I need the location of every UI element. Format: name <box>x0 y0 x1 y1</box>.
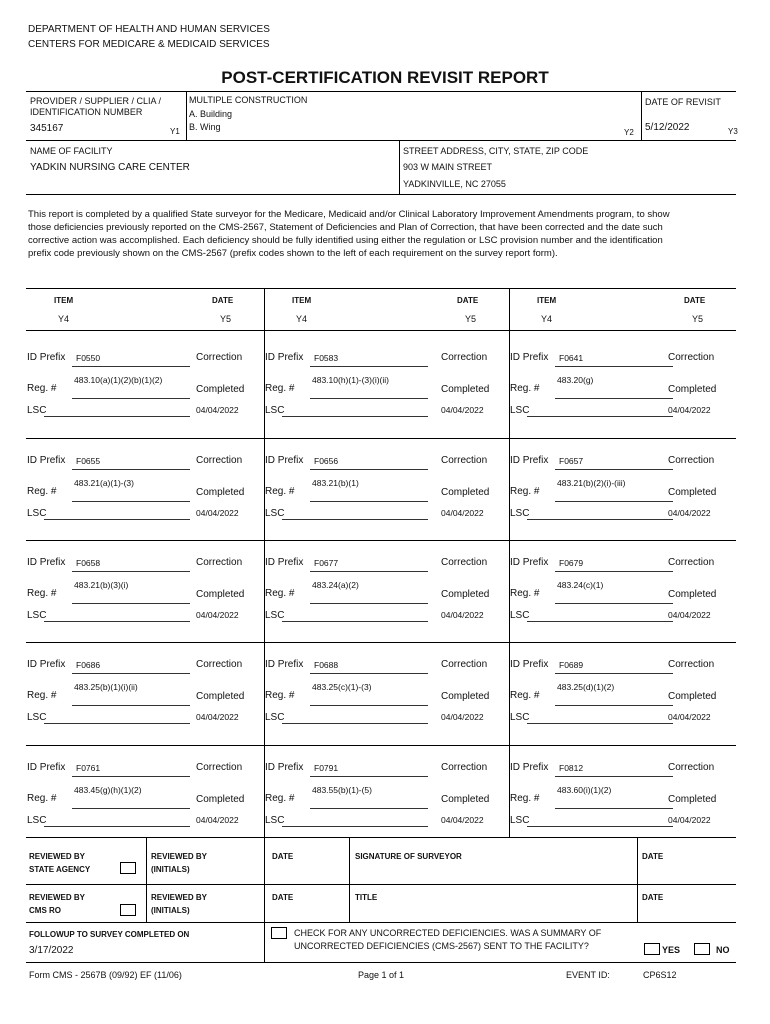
lsc-label: LSC <box>265 610 285 621</box>
state-agency-label: STATE AGENCY <box>29 865 91 874</box>
event-id-label: EVENT ID: <box>566 970 610 980</box>
address-label: STREET ADDRESS, CITY, STATE, ZIP CODE <box>403 146 589 156</box>
reg-value: 483.25(c)(1)-(3) <box>312 682 372 692</box>
correction-label: Correction <box>196 659 243 670</box>
correction-label: Correction <box>196 455 243 466</box>
completed-label: Completed <box>668 794 717 805</box>
id-prefix-label: ID Prefix <box>265 352 304 363</box>
lsc-label: LSC <box>27 405 47 416</box>
uncorrected-checkbox[interactable] <box>271 927 287 939</box>
reg-label: Reg. # <box>27 690 57 701</box>
y5-code: Y5 <box>692 314 704 324</box>
correction-label: Correction <box>441 557 488 568</box>
y3-code: Y3 <box>728 127 738 136</box>
centers-name: CENTERS FOR MEDICARE & MEDICAID SERVICES <box>28 39 270 50</box>
completed-label: Completed <box>441 691 490 702</box>
id-prefix-label: ID Prefix <box>27 455 66 466</box>
reviewed-by-label-1: REVIEWED BY <box>29 852 86 861</box>
reg-label: Reg. # <box>510 793 540 804</box>
completed-label: Completed <box>196 794 245 805</box>
completed-date: 04/04/2022 <box>668 712 711 722</box>
id-prefix-value: F0583 <box>314 353 339 363</box>
completed-date: 04/04/2022 <box>196 712 239 722</box>
id-prefix-label: ID Prefix <box>265 455 304 466</box>
date-header: DATE <box>212 296 234 305</box>
title-label: TITLE <box>355 893 378 902</box>
reg-value: 483.45(g)(h)(1)(2) <box>74 785 142 795</box>
reg-value: 483.10(a)(1)(2)(b)(1)(2) <box>74 375 163 385</box>
date-label-2: DATE <box>642 852 664 861</box>
id-prefix-value: F0677 <box>314 558 339 568</box>
completed-label: Completed <box>668 384 717 395</box>
id-prefix-label: ID Prefix <box>510 455 549 466</box>
date-of-revisit-value: 5/12/2022 <box>645 122 690 133</box>
correction-label: Correction <box>441 455 488 466</box>
reg-value: 483.24(c)(1) <box>557 580 604 590</box>
provider-id-label-2: IDENTIFICATION NUMBER <box>30 107 143 117</box>
id-prefix-value: F0655 <box>76 456 101 466</box>
no-checkbox[interactable] <box>694 943 710 955</box>
completed-label: Completed <box>196 487 245 498</box>
date-label-3: DATE <box>272 893 294 902</box>
date-header: DATE <box>457 296 479 305</box>
correction-label: Correction <box>441 352 488 363</box>
completed-date: 04/04/2022 <box>441 610 484 620</box>
y4-code: Y4 <box>296 314 308 324</box>
followup-value: 3/17/2022 <box>29 945 74 956</box>
completed-date: 04/04/2022 <box>441 508 484 518</box>
id-prefix-value: F0812 <box>559 763 584 773</box>
id-prefix-label: ID Prefix <box>27 352 66 363</box>
check-text-line-2: UNCORRECTED DEFICIENCIES (CMS-2567) SENT TO THE FACILITY? <box>294 941 589 951</box>
event-id-value: CP6S12 <box>643 970 677 980</box>
date-label-4: DATE <box>642 893 664 902</box>
completed-date: 04/04/2022 <box>196 815 239 825</box>
form-title: POST-CERTIFICATION REVISIT REPORT <box>221 68 549 87</box>
completed-label: Completed <box>668 691 717 702</box>
multiple-construction-label: MULTIPLE CONSTRUCTION <box>189 95 308 105</box>
completed-label: Completed <box>668 487 717 498</box>
check-text-line-1: CHECK FOR ANY UNCORRECTED DEFICIENCIES. WAS A SUMMARY OF <box>294 928 602 938</box>
completed-date: 04/04/2022 <box>441 712 484 722</box>
reg-value: 483.10(h)(1)-(3)(i)(ii) <box>312 375 389 385</box>
id-prefix-label: ID Prefix <box>510 352 549 363</box>
facility-name-value: YADKIN NURSING CARE CENTER <box>30 162 190 173</box>
initials-label-1: (INITIALS) <box>151 865 190 874</box>
yes-checkbox[interactable] <box>644 943 660 955</box>
id-prefix-label: ID Prefix <box>265 762 304 773</box>
reviewed-by-initials-label-2: REVIEWED BY <box>151 893 208 902</box>
y1-code: Y1 <box>170 127 180 136</box>
lsc-label: LSC <box>510 508 530 519</box>
reg-label: Reg. # <box>27 588 57 599</box>
facility-name-label: NAME OF FACILITY <box>30 146 113 156</box>
reg-label: Reg. # <box>27 383 57 394</box>
lsc-label: LSC <box>27 815 47 826</box>
correction-label: Correction <box>196 762 243 773</box>
lsc-label: LSC <box>27 610 47 621</box>
reg-label: Reg. # <box>265 588 295 599</box>
id-prefix-label: ID Prefix <box>27 557 66 568</box>
reg-value: 483.55(b)(1)-(5) <box>312 785 372 795</box>
no-label: NO <box>716 945 730 955</box>
cms-ro-checkbox[interactable] <box>120 904 136 916</box>
id-prefix-value: F0641 <box>559 353 584 363</box>
y4-code: Y4 <box>541 314 553 324</box>
lsc-label: LSC <box>27 712 47 723</box>
id-prefix-value: F0657 <box>559 456 584 466</box>
completed-date: 04/04/2022 <box>441 815 484 825</box>
date-header: DATE <box>684 296 706 305</box>
yes-label: YES <box>662 945 681 955</box>
id-prefix-label: ID Prefix <box>265 557 304 568</box>
correction-label: Correction <box>668 557 715 568</box>
lsc-label: LSC <box>265 405 285 416</box>
completed-label: Completed <box>196 384 245 395</box>
correction-label: Correction <box>668 455 715 466</box>
completed-label: Completed <box>668 589 717 600</box>
address-line-1: 903 W MAIN STREET <box>403 162 493 172</box>
correction-label: Correction <box>668 352 715 363</box>
completed-label: Completed <box>441 589 490 600</box>
id-prefix-label: ID Prefix <box>27 659 66 670</box>
completed-date: 04/04/2022 <box>441 405 484 415</box>
correction-label: Correction <box>196 352 243 363</box>
id-prefix-label: ID Prefix <box>510 659 549 670</box>
signature-label: SIGNATURE OF SURVEYOR <box>355 852 462 861</box>
y4-code: Y4 <box>58 314 70 324</box>
lsc-label: LSC <box>27 508 47 519</box>
completed-label: Completed <box>441 384 490 395</box>
completed-label: Completed <box>196 589 245 600</box>
id-prefix-value: F0761 <box>76 763 101 773</box>
completed-date: 04/04/2022 <box>668 610 711 620</box>
y2-code: Y2 <box>624 128 634 137</box>
reg-label: Reg. # <box>510 588 540 599</box>
reg-value: 483.20(g) <box>557 375 594 385</box>
completed-date: 04/04/2022 <box>668 815 711 825</box>
correction-label: Correction <box>196 557 243 568</box>
lsc-label: LSC <box>510 405 530 416</box>
reg-label: Reg. # <box>27 486 57 497</box>
lsc-label: LSC <box>265 815 285 826</box>
reg-label: Reg. # <box>510 486 540 497</box>
item-header: ITEM <box>537 296 557 305</box>
correction-label: Correction <box>441 659 488 670</box>
instructions-paragraph: This report is completed by a qualified State surveyor for the Medicare, Medicaid and/or Clinical Laboratory Improvement Amendments program, to show those deficiencies previously reported on the CMS-2567, Statement of Deficiencies and Plan of Correction, that have been corrected and the date such corrective action was accomplished. Each deficiency should be fully identified using either the regulation or LSC provision number and the identification prefix code previously shown on the CMS-2567 (prefix codes shown to the left of each requirement on the survey report form). <box>28 209 670 259</box>
id-prefix-label: ID Prefix <box>265 659 304 670</box>
id-prefix-label: ID Prefix <box>510 557 549 568</box>
date-of-revisit-label: DATE OF REVISIT <box>645 97 721 107</box>
completed-date: 04/04/2022 <box>196 610 239 620</box>
provider-id-label: PROVIDER / SUPPLIER / CLIA / <box>30 96 162 106</box>
page-number: Page 1 of 1 <box>358 970 405 980</box>
followup-label: FOLLOWUP TO SURVEY COMPLETED ON <box>29 930 190 939</box>
id-prefix-value: F0791 <box>314 763 339 773</box>
reg-value: 483.21(b)(1) <box>312 478 359 488</box>
lsc-label: LSC <box>510 610 530 621</box>
id-prefix-label: ID Prefix <box>510 762 549 773</box>
lsc-label: LSC <box>265 508 285 519</box>
reg-value: 483.60(i)(1)(2) <box>557 785 612 795</box>
address-line-2: YADKINVILLE, NC 27055 <box>403 179 506 189</box>
reg-label: Reg. # <box>27 793 57 804</box>
reg-label: Reg. # <box>265 486 295 497</box>
building-label: A. Building <box>189 109 233 119</box>
reviewed-by-label-2: REVIEWED BY <box>29 893 86 902</box>
reg-label: Reg. # <box>265 690 295 701</box>
reg-label: Reg. # <box>510 690 540 701</box>
reg-value: 483.25(d)(1)(2) <box>557 682 615 692</box>
date-label-1: DATE <box>272 852 294 861</box>
y5-code: Y5 <box>220 314 232 324</box>
id-prefix-value: F0658 <box>76 558 101 568</box>
provider-id-value: 345167 <box>30 123 64 134</box>
form-number: Form CMS - 2567B (09/92) EF (11/06) <box>29 970 182 980</box>
completed-date: 04/04/2022 <box>668 405 711 415</box>
correction-label: Correction <box>441 762 488 773</box>
reg-value: 483.21(b)(3)(i) <box>74 580 129 590</box>
state-agency-checkbox[interactable] <box>120 862 136 874</box>
reviewed-by-initials-label-1: REVIEWED BY <box>151 852 208 861</box>
correction-label: Correction <box>668 762 715 773</box>
reg-label: Reg. # <box>510 383 540 394</box>
lsc-label: LSC <box>265 712 285 723</box>
id-prefix-value: F0686 <box>76 660 101 670</box>
completed-date: 04/04/2022 <box>196 405 239 415</box>
reg-label: Reg. # <box>265 793 295 804</box>
reg-value: 483.25(b)(1)(i)(ii) <box>74 682 138 692</box>
department-name: DEPARTMENT OF HEALTH AND HUMAN SERVICES <box>28 24 270 35</box>
lsc-label: LSC <box>510 712 530 723</box>
initials-label-2: (INITIALS) <box>151 906 190 915</box>
wing-label: B. Wing <box>189 122 221 132</box>
completed-date: 04/04/2022 <box>668 508 711 518</box>
id-prefix-value: F0656 <box>314 456 339 466</box>
item-header: ITEM <box>292 296 312 305</box>
y5-code: Y5 <box>465 314 477 324</box>
id-prefix-value: F0550 <box>76 353 101 363</box>
completed-label: Completed <box>441 487 490 498</box>
reg-value: 483.21(a)(1)-(3) <box>74 478 134 488</box>
reg-value: 483.21(b)(2)(i)-(iii) <box>557 478 626 488</box>
reg-label: Reg. # <box>265 383 295 394</box>
cms-ro-label: CMS RO <box>29 906 61 915</box>
item-header: ITEM <box>54 296 74 305</box>
completed-label: Completed <box>196 691 245 702</box>
correction-label: Correction <box>668 659 715 670</box>
completed-date: 04/04/2022 <box>196 508 239 518</box>
id-prefix-value: F0689 <box>559 660 584 670</box>
id-prefix-value: F0688 <box>314 660 339 670</box>
completed-label: Completed <box>441 794 490 805</box>
reg-value: 483.24(a)(2) <box>312 580 359 590</box>
id-prefix-value: F0679 <box>559 558 584 568</box>
lsc-label: LSC <box>510 815 530 826</box>
id-prefix-label: ID Prefix <box>27 762 66 773</box>
